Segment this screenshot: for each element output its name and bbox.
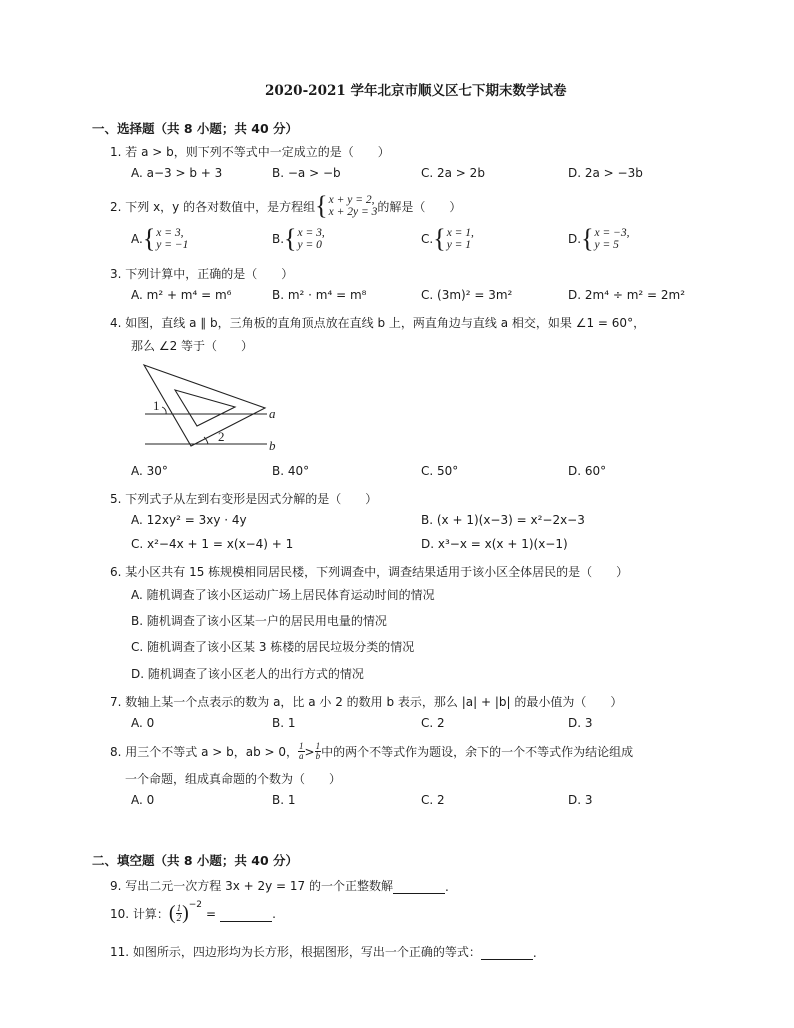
q8-frac-gt: > xyxy=(304,744,315,759)
q5-option-b[interactable]: B. (x + 1)(x−3) = x²−2x−3 xyxy=(421,513,585,527)
q8-option-c[interactable]: C. 2 xyxy=(421,793,445,807)
q2-option-b[interactable]: B. { x = 3, y = 0 xyxy=(272,224,325,253)
q10-equals: = xyxy=(206,906,217,921)
q8-frac2-den: b xyxy=(315,751,321,761)
q7-option-c[interactable]: C. 2 xyxy=(421,716,445,730)
q8-stem-post: 中的两个不等式作为题设，余下的一个不等式作为结论组成 xyxy=(321,745,634,759)
q3-option-b[interactable]: B. m² · m⁴ = m⁸ xyxy=(272,288,367,302)
q11-answer-blank[interactable] xyxy=(481,949,533,960)
q2-option-b-label: B. xyxy=(272,232,285,246)
angle-1-arc xyxy=(162,407,166,414)
q7-option-b[interactable]: B. 1 xyxy=(272,716,296,730)
q10-frac-den: 2 xyxy=(176,913,182,923)
q5-option-a[interactable]: A. 12xy² = 3xy · 4y xyxy=(131,513,247,527)
q6-option-c[interactable]: C. 随机调查了该小区某 3 栋楼的居民垃圾分类的情况 xyxy=(131,640,415,654)
question-9 xyxy=(110,877,449,894)
line-a-label: a xyxy=(269,406,276,421)
angle-2-label: 2 xyxy=(218,429,225,444)
q8-option-a[interactable]: A. 0 xyxy=(131,793,155,807)
page-title: 2020-2021 学年北京市顺义区七下期末数学试卷 xyxy=(265,83,567,99)
question-10: 10. 计算： ( $\frac{1}{2}$ ) −2 = . xyxy=(110,900,276,924)
q2-option-c-line-1: x = 1, xyxy=(446,227,474,239)
q10-stem: 10. 计算： xyxy=(110,907,169,921)
q4-option-d[interactable]: D. 60° xyxy=(568,464,607,478)
q6-option-b[interactable]: B. 随机调查了该小区某一户的居民用电量的情况 xyxy=(131,614,387,628)
q7-option-d[interactable]: D. 3 xyxy=(568,716,593,730)
q8-option-d[interactable]: D. 3 xyxy=(568,793,593,807)
triangle-inner xyxy=(175,390,235,426)
question-8-stem-line-1 xyxy=(110,742,633,761)
section-heading-fill: 二、填空题（共 8 小题；共 40 分） xyxy=(92,853,299,868)
question-5-stem: 5. 下列式子从左到右变形是因式分解的是（ ） xyxy=(110,492,378,506)
q2-equation-system: { x + y = 2, x + 2y = 3 xyxy=(315,191,378,220)
q2-option-d-label: D. xyxy=(568,232,582,246)
q2-option-a[interactable]: A. { x = 3, y = −1 xyxy=(131,224,189,253)
q10-answer-blank[interactable] xyxy=(220,911,272,922)
q7-option-a[interactable]: A. 0 xyxy=(131,716,155,730)
q2-system-line-1: x + y = 2, xyxy=(328,194,375,206)
angle-1-label: 1 xyxy=(153,398,160,413)
q9-stem: 9. 写出二元一次方程 3x + 2y = 17 的一个正整数解 xyxy=(110,879,394,893)
question-1-stem: 1. 若 a > b，则下列不等式中一定成立的是（ ） xyxy=(110,145,390,159)
q11-end: . xyxy=(532,946,537,960)
q2-option-a-line-2: y = −1 xyxy=(156,239,189,251)
q2-option-d-line-2: y = 5 xyxy=(594,239,619,251)
q5-option-c[interactable]: C. x²−4x + 1 = x(x−4) + 1 xyxy=(131,537,294,551)
q11-stem: 11. 如图所示，四边形均为长方形，根据图形，写出一个正确的等式： xyxy=(110,945,481,959)
q9-end: . xyxy=(445,880,449,894)
q2-option-b-line-1: x = 3, xyxy=(297,227,325,239)
question-4-stem-line-1: 4. 如图，直线 a ∥ b，三角板的直角顶点放在直线 b 上，两直角边与直线 a 相交，如果 ∠1 = 60°， xyxy=(110,316,646,330)
q1-option-c[interactable]: C. 2a > 2b xyxy=(421,166,485,180)
q2-option-a-label: A. xyxy=(131,232,143,246)
q10-exponent: −2 xyxy=(188,900,203,910)
q2-system-line-2: x + 2y = 3 xyxy=(328,206,378,218)
line-b-label: b xyxy=(269,438,276,453)
q2-stem-pre: 2. 下列 x，y 的各对数值中，是方程组 xyxy=(110,199,316,214)
q4-option-b[interactable]: B. 40° xyxy=(272,464,310,478)
q2-option-b-line-2: y = 0 xyxy=(297,239,322,251)
q10-frac-num: 1 xyxy=(176,903,182,913)
question-2-stem xyxy=(110,193,461,219)
question-8-stem-line-2: 一个命题，组成真命题的个数为（ ） xyxy=(125,772,342,786)
question-4-stem-line-2: 那么 ∠2 等于（ ） xyxy=(131,339,254,353)
q6-option-d[interactable]: D. 随机调查了该小区老人的出行方式的情况 xyxy=(131,667,364,681)
q8-frac2-num: 1 xyxy=(315,741,321,751)
q8-stem-pre: 8. 用三个不等式 a > b，ab > 0， xyxy=(110,745,299,759)
q10-end: . xyxy=(272,906,276,921)
q4-triangle-figure xyxy=(135,360,285,455)
question-3-stem: 3. 下列计算中，正确的是（ ） xyxy=(110,267,294,281)
q2-option-c-line-2: y = 1 xyxy=(446,239,472,251)
q9-answer-blank[interactable] xyxy=(393,883,445,894)
q2-option-d-line-1: x = −3, xyxy=(594,227,630,239)
q2-option-c[interactable]: C. { x = 1, y = 1 xyxy=(421,224,474,253)
q1-option-a[interactable]: A. a−3 > b + 3 xyxy=(131,166,223,180)
q4-option-c[interactable]: C. 50° xyxy=(421,464,459,478)
q1-option-b[interactable]: B. −a > −b xyxy=(272,166,341,180)
q3-option-c[interactable]: C. (3m)² = 3m² xyxy=(421,288,513,302)
q1-option-d[interactable]: D. 2a > −3b xyxy=(568,166,643,180)
q8-frac1-den: a xyxy=(299,751,304,761)
q8-frac1-num: 1 xyxy=(299,741,304,751)
q2-option-d[interactable]: D. { x = −3, y = 5 xyxy=(568,224,630,253)
q4-option-a[interactable]: A. 30° xyxy=(131,464,168,478)
q5-option-d[interactable]: D. x³−x = x(x + 1)(x−1) xyxy=(421,537,568,551)
question-11 xyxy=(110,943,537,960)
q6-option-a[interactable]: A. 随机调查了该小区运动广场上居民体育运动时间的情况 xyxy=(131,588,435,602)
q8-option-b[interactable]: B. 1 xyxy=(272,793,296,807)
q2-option-a-line-1: x = 3, xyxy=(156,227,184,239)
q2-stem-post: 的解是（ ） xyxy=(377,199,462,214)
q3-option-d[interactable]: D. 2m⁴ ÷ m² = 2m² xyxy=(568,288,686,302)
triangle-outer xyxy=(144,365,265,446)
section-heading-choice: 一、选择题（共 8 小题；共 40 分） xyxy=(92,121,299,136)
q3-option-a[interactable]: A. m² + m⁴ = m⁶ xyxy=(131,288,232,302)
question-6-stem: 6. 某小区共有 15 栋规模相同居民楼，下列调查中，调查结果适用于该小区全体居民的是（ ） xyxy=(110,565,629,579)
question-7-stem: 7. 数轴上某一个点表示的数为 a，比 a 小 2 的数用 b 表示，那么 |a| + |b| 的最小值为（ ） xyxy=(110,695,623,709)
q2-option-c-label: C. xyxy=(421,232,434,246)
